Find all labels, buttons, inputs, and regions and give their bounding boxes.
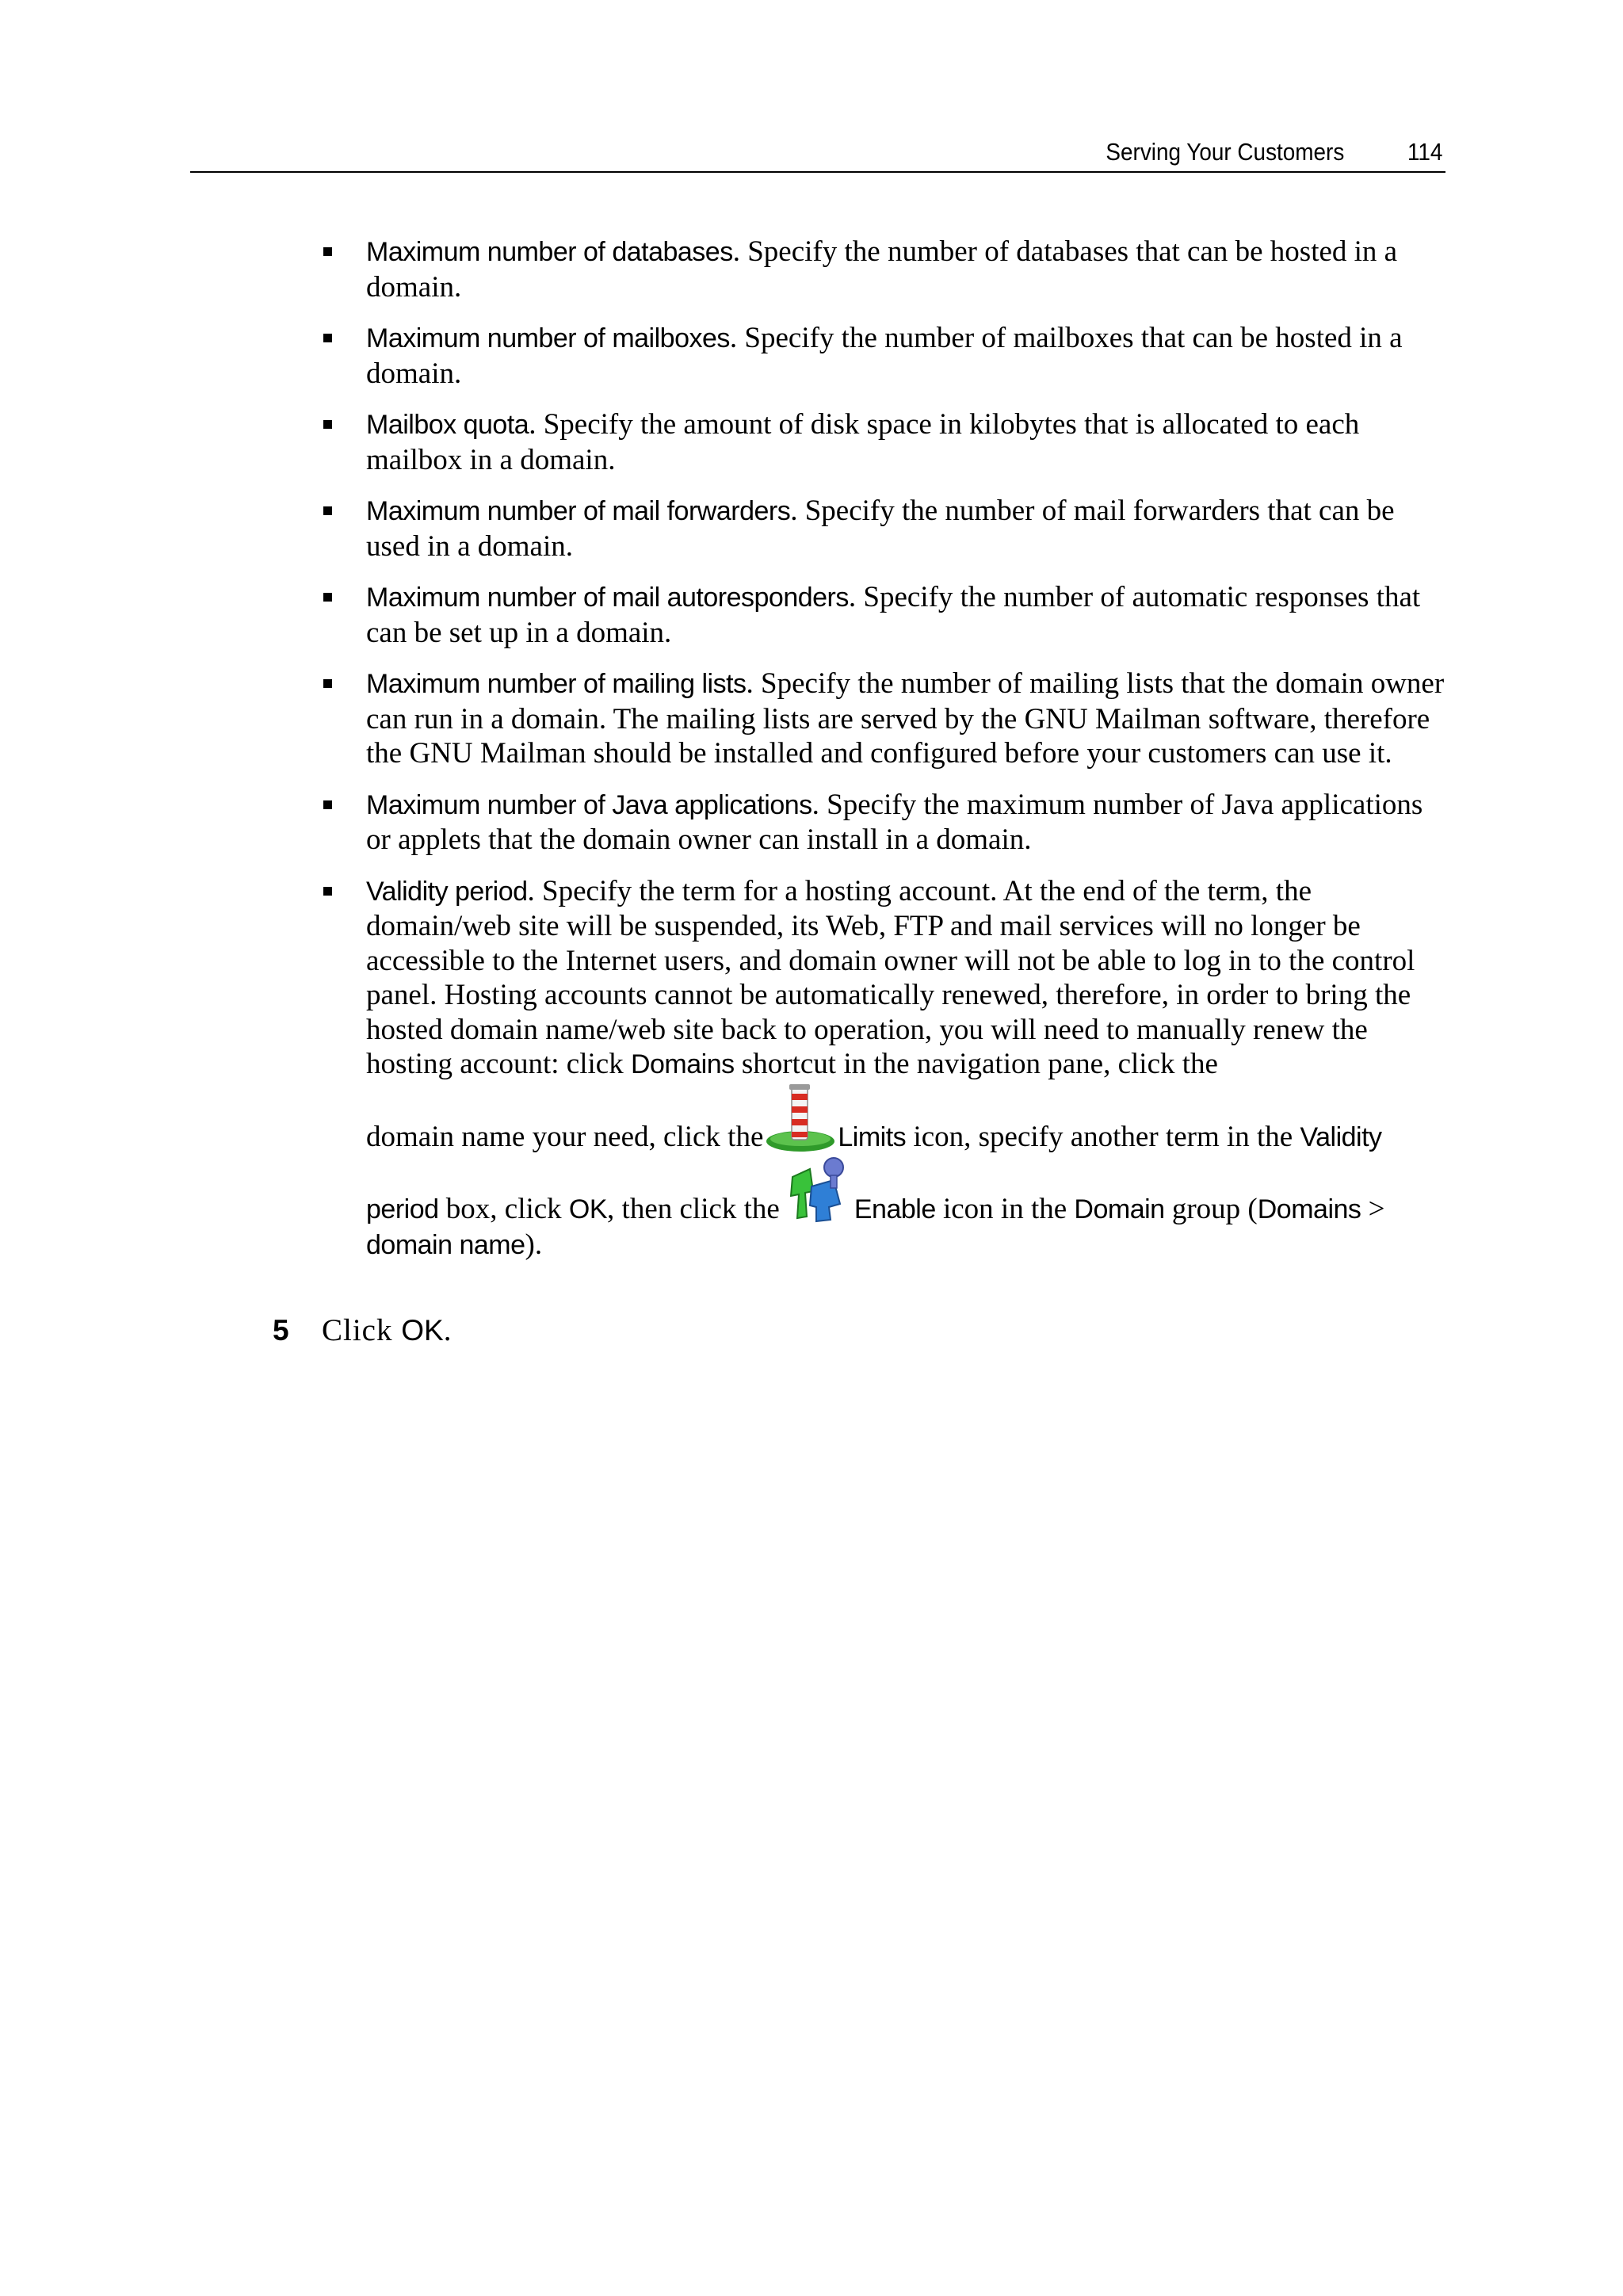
- item-text: . Specify the number of mailing lists that the domain owner can run in a domain. The mailing lists are served by the GNU Mailman software, therefore the GNU Mailman should be installed and configured before your customers can use it.: [366, 667, 1445, 770]
- domain-group-label: Domain: [1074, 1194, 1165, 1224]
- item-text: . Specify the amount of disk space in kilobytes that is allocated to each mailbox in a domain.: [366, 408, 1360, 476]
- item-text: . Specify the number of automatic responses that can be set up in a domain.: [366, 581, 1421, 649]
- item-text: shortcut in the navigation pane, click the: [734, 1048, 1218, 1080]
- step-ok-label: OK: [401, 1314, 444, 1347]
- enable-label: Enable: [854, 1194, 936, 1224]
- list-item: [317, 788, 1450, 858]
- limits-icon-line: [366, 1083, 1450, 1156]
- bullet-icon: [323, 334, 332, 342]
- bullet-icon: [323, 679, 332, 688]
- item-text: box, click: [438, 1193, 569, 1225]
- bullet-icon: [323, 420, 332, 429]
- list-item: [317, 321, 1450, 391]
- item-text: icon in the: [935, 1193, 1075, 1225]
- bullet-icon: [323, 593, 332, 602]
- item-term: Maximum number of mailing lists: [366, 669, 747, 699]
- item-term: Mailbox quota: [366, 410, 529, 440]
- bullet-icon: [323, 800, 332, 809]
- step-end: .: [443, 1313, 453, 1347]
- item-term: Maximum number of Java applications: [366, 789, 812, 820]
- bullet-icon: [323, 506, 332, 515]
- item-text: group (: [1164, 1193, 1258, 1225]
- bullet-icon: [323, 247, 332, 256]
- domains-shortcut-label: Domains: [630, 1049, 735, 1079]
- item-text: . Specify the number of mailboxes that can be hosted in a domain.: [366, 322, 1403, 390]
- page-header: [190, 135, 1445, 173]
- item-text: ).: [525, 1228, 543, 1261]
- list-item: [317, 667, 1450, 771]
- item-term: Maximum number of databases: [366, 237, 733, 267]
- item-text: . Specify the number of mail forwarders that can be used in a domain.: [366, 495, 1395, 563]
- step-5: [273, 1312, 452, 1348]
- item-term: Maximum number of mail autoresponders: [366, 583, 849, 613]
- list-item: [317, 580, 1450, 650]
- item-text: domain name your need, click the: [366, 1120, 764, 1153]
- list-item: [317, 407, 1450, 477]
- page-number: 114: [1407, 138, 1442, 166]
- domain-name-label: domain name: [366, 1229, 525, 1260]
- limits-icon: [765, 1083, 836, 1152]
- list-item: [317, 235, 1450, 304]
- item-text: , then click the: [607, 1193, 780, 1225]
- list-item-validity-period: [317, 874, 1450, 1263]
- step-text: Click: [322, 1313, 402, 1347]
- item-term: Maximum number of mailboxes: [366, 323, 730, 353]
- item-term: Maximum number of mail forwarders: [366, 496, 791, 526]
- item-text: . Specify the maximum number of Java applications or applets that the domain owner can install in a domain.: [366, 788, 1423, 856]
- limits-list: [317, 235, 1450, 1279]
- enable-icon: [781, 1155, 853, 1224]
- item-text: . Specify the term for a hosting account. At the end of the term, the domain/web site will be suspended, its Web, FTP and mail services will no longer be accessible to the Internet users, and domain owner will not be able to log in to the control panel. Hosting accounts cannot be automatically renewed, therefore, in order to bring the hosted domain name/web site back to operation, you will need to manually renew the hosting account: click: [366, 874, 1415, 1080]
- item-text: . Specify the number of databases that can be hosted in a domain.: [366, 235, 1398, 304]
- domains-path-label: Domains: [1257, 1194, 1361, 1224]
- bullet-icon: [323, 887, 332, 896]
- step-number: 5: [273, 1314, 290, 1347]
- enable-icon-line: [366, 1155, 1450, 1228]
- period-label: period: [366, 1194, 439, 1224]
- validity-label: Validity: [1300, 1121, 1382, 1152]
- item-text: icon, specify another term in the: [906, 1120, 1300, 1153]
- section-title: Serving Your Customers: [1106, 138, 1344, 166]
- list-item: [317, 494, 1450, 563]
- ok-label: OK: [568, 1194, 608, 1224]
- item-text: >: [1361, 1193, 1385, 1225]
- item-term: Validity period: [366, 876, 528, 907]
- limits-label: Limits: [838, 1121, 907, 1152]
